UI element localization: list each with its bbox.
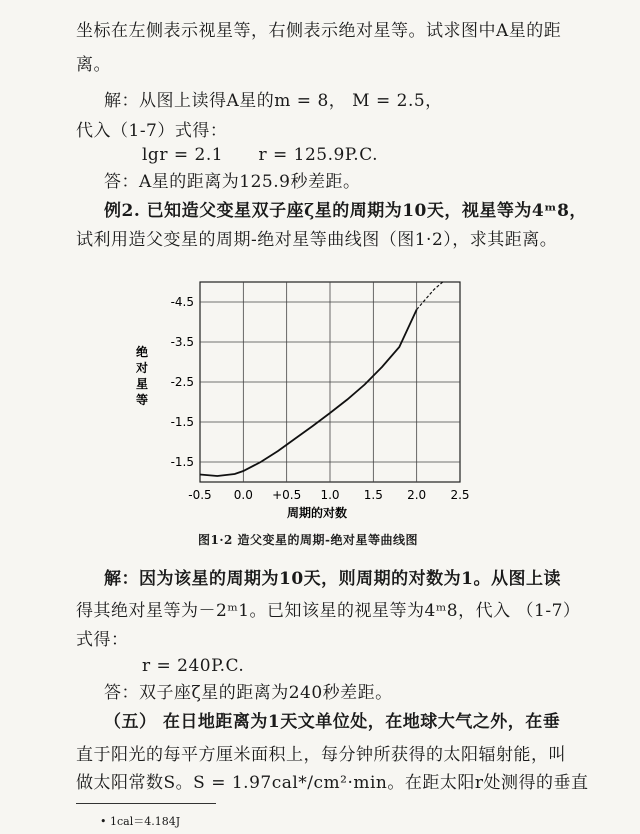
section-line: （五） 在日地距离为1天文单位处，在地球大气之外，在垂	[104, 712, 561, 732]
example-heading: 例2. 已知造父变星双子座ζ星的周期为10天，视星等为4ᵐ8，	[104, 201, 587, 221]
paragraph-line: 得其绝对星等为－2ᵐ1。已知该星的视星等为4ᵐ8，代入 （1-7）	[76, 601, 581, 621]
solution-line: 解：因为该星的周期为10天，则周期的对数为1。从图上读	[104, 569, 561, 589]
solution-line: 解：从图上读得A星的m = 8， M = 2.5，	[104, 91, 443, 111]
x-tick-label: +0.5	[272, 488, 302, 502]
curve-extrapolated	[417, 282, 443, 310]
y-axis-ticks	[171, 295, 194, 469]
footnote: • 1cal＝4.184J	[100, 815, 181, 828]
x-tick-label: 0.0	[233, 488, 253, 502]
paragraph-line: 式得：	[76, 630, 129, 650]
footnote-rule	[76, 803, 216, 804]
paragraph-line: 代入（1-7）式得：	[76, 121, 228, 141]
y-tick-label: -3.5	[170, 335, 194, 349]
paragraph-line: 做太阳常数S。S = 1.97cal*/cm²·min。在距太阳r处测得的垂直	[76, 773, 589, 793]
figure-caption: 图1·2 造父变星的周期-绝对星等曲线图	[198, 533, 419, 547]
equation: r = 240P.C.	[142, 656, 245, 676]
y-tick-label: -1.5	[170, 415, 194, 429]
paragraph-line: 试利用造父变星的周期-绝对星等曲线图（图1·2），求其距离。	[76, 230, 558, 250]
paragraph-line: 离。	[76, 55, 111, 75]
chart-grid	[200, 282, 460, 482]
x-tick-label: 2.0	[407, 488, 427, 502]
x-tick-label: 1.0	[320, 488, 340, 502]
y-tick-label: -2.5	[170, 375, 194, 389]
x-tick-label: 1.5	[363, 488, 383, 502]
x-tick-label: -0.5	[188, 488, 212, 502]
chart-series	[200, 282, 443, 476]
paragraph-line: 坐标在左侧表示视星等，右侧表示绝对星等。试求图中A星的距	[76, 21, 562, 41]
x-axis-ticks	[188, 488, 469, 502]
equation: lgr = 2.1 r = 125.9P.C.	[142, 145, 379, 165]
period-magnitude-chart	[120, 270, 500, 530]
y-tick-label: -1.5	[170, 455, 194, 469]
answer-line: 答：A星的距离为125.9秒差距。	[104, 172, 361, 192]
y-tick-label: -4.5	[170, 295, 194, 309]
answer-line: 答：双子座ζ星的距离为240秒差距。	[104, 683, 393, 703]
y-axis-label: 绝对星等	[135, 345, 149, 407]
x-tick-label: 2.5	[450, 488, 470, 502]
x-axis-label: 周期的对数	[286, 506, 348, 520]
paragraph-line: 直于阳光的每平方厘米面积上，每分钟所获得的太阳辐射能，叫	[76, 745, 566, 765]
curve-series	[200, 310, 417, 477]
